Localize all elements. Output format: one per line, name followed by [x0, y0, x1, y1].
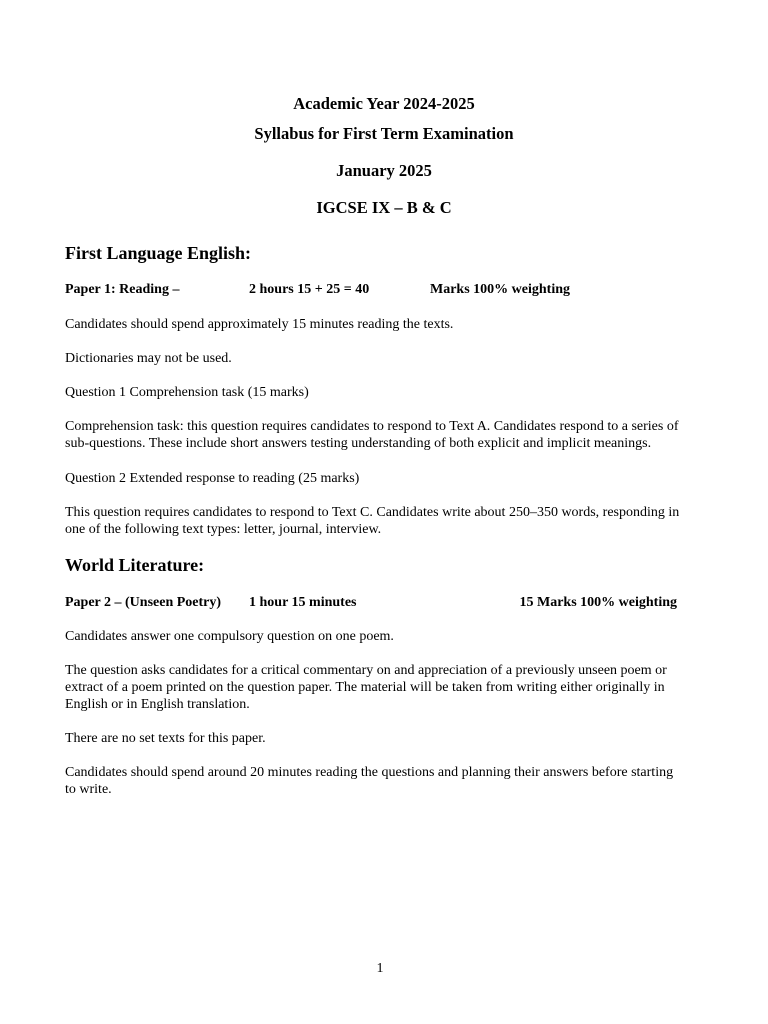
paragraph: Candidates answer one compulsory question on one poem.: [65, 629, 394, 644]
paragraph: Comprehension task: this question requires candidates to respond to Text A. Candidates respond to a series of sub-questions. These include short answers testing understanding of both explicit and implicit meanings.: [65, 419, 679, 451]
page-number: 1: [376, 961, 384, 976]
paragraph: The question asks candidates for a critical commentary on and appreciation of a previously unseen poem or extract of a poem printed on the question paper. The material will be taken from writing either originally in English or in English translation.: [65, 663, 667, 712]
class-title: IGCSE IX – B & C: [316, 198, 452, 217]
exam-month: January 2025: [336, 161, 432, 180]
paragraph: There are no set texts for this paper.: [65, 731, 266, 746]
paper-1-row: [65, 281, 677, 299]
syllabus-title: Syllabus for First Term Examination: [254, 124, 514, 143]
section-heading-first-language-english: First Language English:: [65, 243, 252, 263]
paragraph: Question 2 Extended response to reading (25 marks): [65, 471, 360, 486]
paper-2-name: Paper 2 – (Unseen Poetry): [65, 595, 222, 610]
paragraph: Candidates should spend approximately 15 minutes reading the texts.: [65, 317, 454, 332]
section-heading-world-literature: World Literature:: [65, 555, 205, 575]
paper-2-marks: 15 Marks 100% weighting: [519, 595, 677, 610]
paragraph: Candidates should spend around 20 minutes reading the questions and planning their answers before starting to write.: [65, 765, 674, 797]
paper-2-duration: 1 hour 15 minutes: [249, 595, 357, 610]
paper-1-marks: Marks 100% weighting: [430, 282, 570, 297]
paragraph: Question 1 Comprehension task (15 marks): [65, 385, 309, 400]
paper-1-name: Paper 1: Reading –: [65, 282, 180, 297]
paragraph: Dictionaries may not be used.: [65, 351, 232, 366]
paragraph: This question requires candidates to respond to Text C. Candidates write about 250–350 words, responding in one of the following text types: letter, journal, interview.: [65, 505, 680, 537]
paper-1-duration: 2 hours 15 + 25 = 40: [249, 282, 370, 297]
academic-year-title: Academic Year 2024-2025: [293, 94, 475, 113]
paper-2-row: [65, 594, 677, 612]
